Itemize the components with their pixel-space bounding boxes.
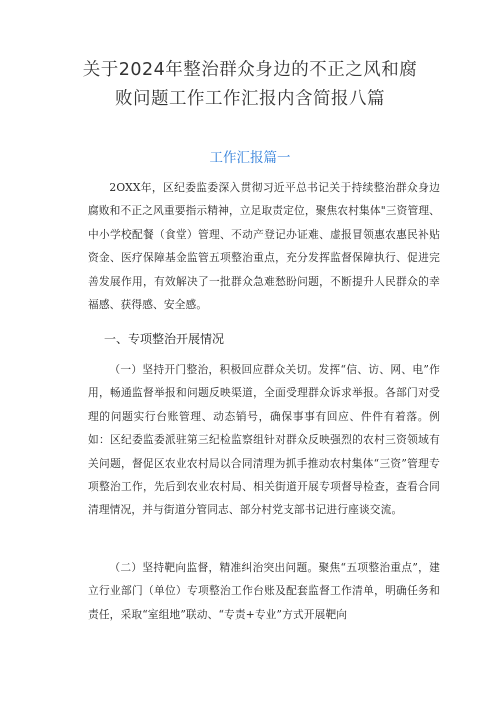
paragraph-open-rectification: （一）坚持开门整治，积极回应群众关切。发挥“信、访、网、电”作用，畅通监督举报和问题反映渠道，全面受理群众诉求举报。各部门对受理的问题实行台账管理、动态销号，确保事事有回应、件件有着落。例如：区纪委监委派驻第三纪检监察组针对群众反映强烈的农村三资领域有关问题，督促区农业农村局以合同清理为抓手推动农村集体“三资”管理专项整治工作，先后到农业农村局、相关街道开展专项督导检查，查看合同清理情况，并与街道分管同志、部分村党支部书记进行座谈交流。 xyxy=(88,363,440,517)
paragraph-targeted-supervision: （二）坚持靶向监督，精准纠治突出问题。聚焦“五项整治重点”，建立行业部门（单位）专项整治工作台账及配套监督工作清单，明确任务和责任，采取“室组地”联动、“专责+专业”方式开展靶向 xyxy=(88,561,440,621)
title-line-2: 败问题工作工作汇报内含简报八篇 xyxy=(115,89,385,109)
subheading-special-rectification: 一、专项整治开展情况 xyxy=(104,332,225,346)
document-title xyxy=(60,56,440,114)
section-heading: 工作汇报篇一 xyxy=(209,150,291,166)
title-line-1: 关于2024年整治群众身边的不正之风和腐 xyxy=(82,60,418,80)
intro-paragraph: 2OXX年，区纪委监委深入贯彻习近平总书记关于持续整治群众身边腐败和不正之风重要指示精神，立足取责定位，聚焦农村集体"三资管理、中小学校配餐（食堂）管理、不动产登记办证难、虚报冒领惠农惠民补贴资金、医疗保障基金监管五项整治重点，充分发挥监督保障执行、促进完善发展作用，有效解决了一批群众急难愁盼问题，不断提升人民群众的幸福感、获得感、安全感。 xyxy=(88,181,440,312)
